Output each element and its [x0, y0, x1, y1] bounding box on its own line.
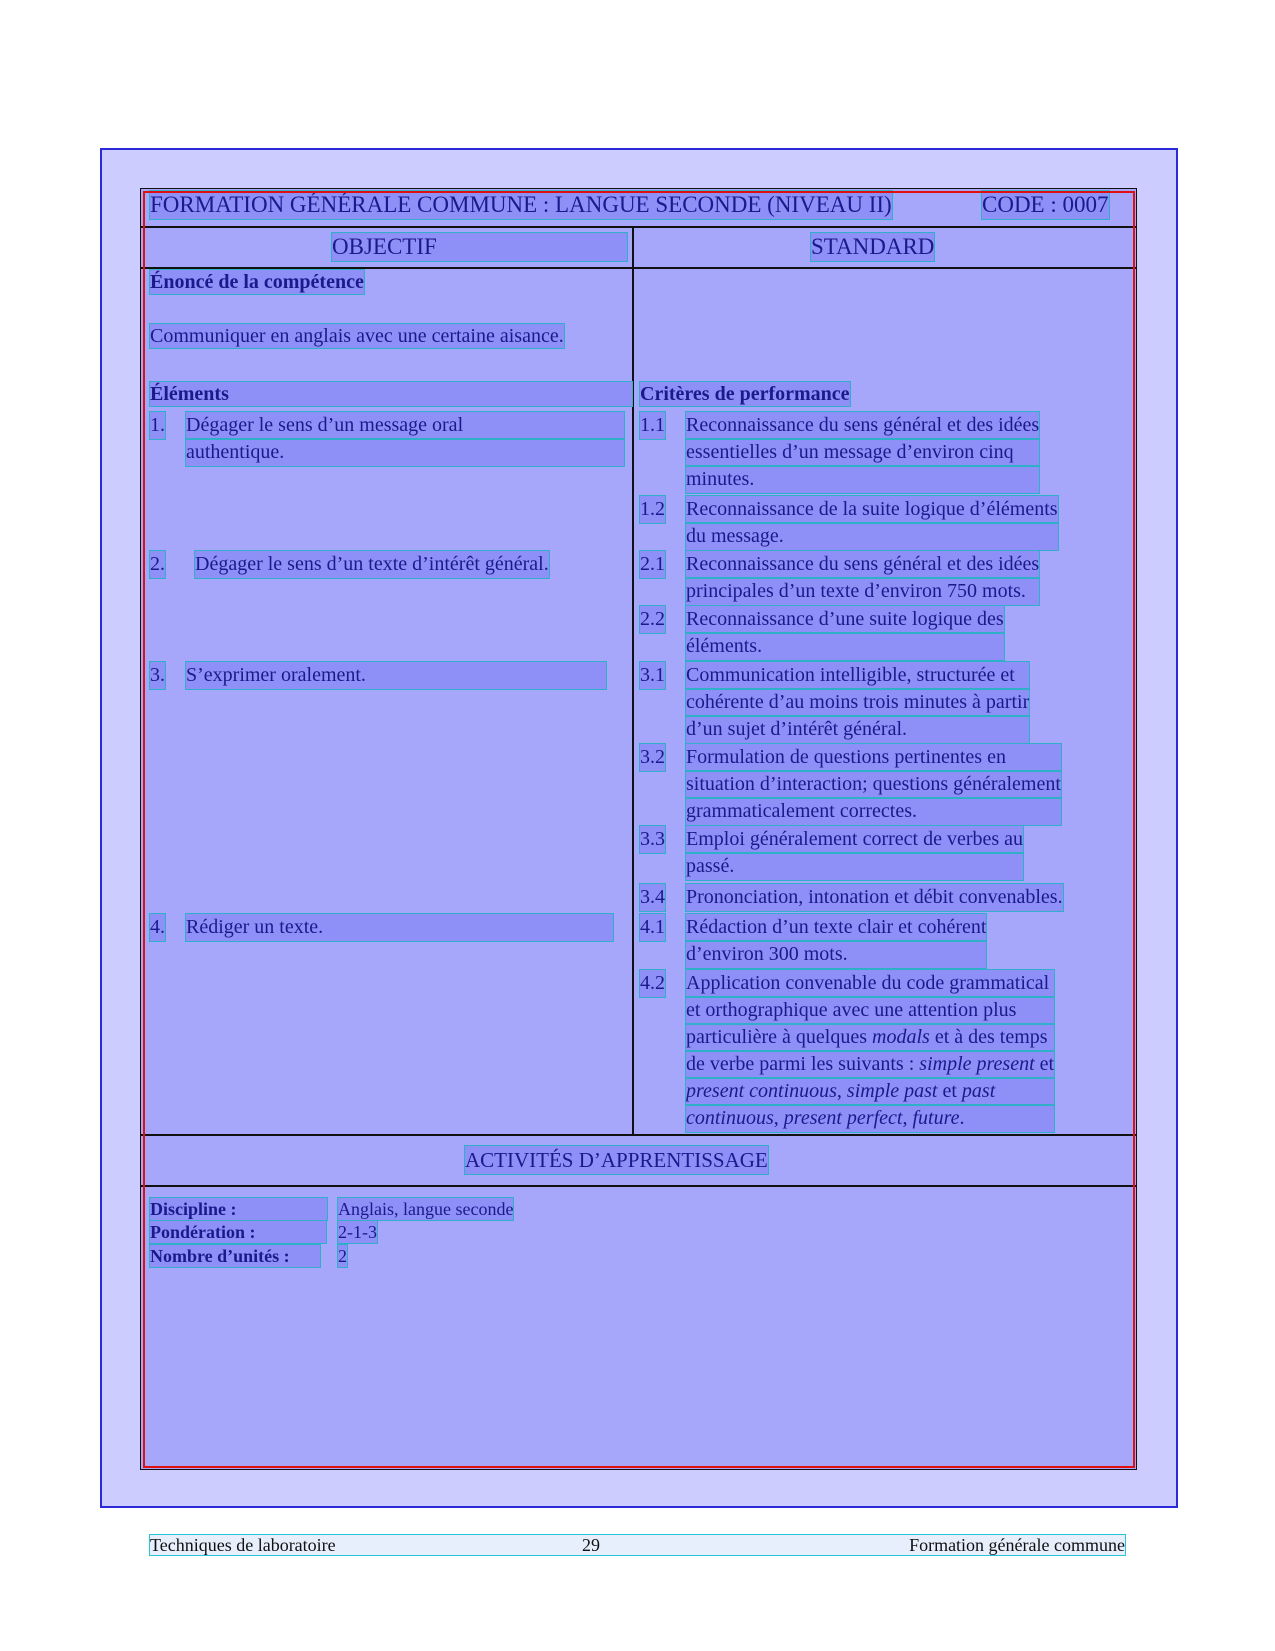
criterion-3-4-number: 3.4 — [640, 884, 665, 911]
header-divider — [140, 226, 1137, 228]
criterion-line: Formulation de questions pertinentes en — [686, 744, 1061, 771]
criterion-line: Rédaction d’un texte clair et cohérent — [686, 914, 986, 941]
criterion-line: present continuous, simple past et past — [686, 1078, 1054, 1105]
element-4-number: 4. — [150, 914, 165, 941]
footer-left: Techniques de laboratoire — [150, 1535, 336, 1555]
element-4-line-1: Rédiger un texte. — [186, 914, 613, 941]
criterion-2-2-number: 2.2 — [640, 606, 665, 633]
activities-bottom-divider — [140, 1185, 1137, 1187]
criterion-4-1-number: 4.1 — [640, 914, 665, 941]
criterion-line: grammaticalement correctes. — [686, 798, 1061, 825]
criterion-2-1-number: 2.1 — [640, 551, 665, 578]
criterion-line: et orthographique avec une attention plus — [686, 997, 1054, 1024]
element-1-number: 1. — [150, 412, 165, 439]
criterion-line: Reconnaissance du sens général et des idées — [686, 551, 1039, 578]
element-2-line-1: Dégager le sens d’un texte d’intérêt général. — [195, 551, 549, 578]
criterion-3-3-number: 3.3 — [640, 826, 665, 853]
objectif-header: OBJECTIF — [332, 233, 627, 261]
criterion-1-1-number: 1.1 — [640, 412, 665, 439]
elements-label: Éléments — [150, 382, 632, 406]
criterion-line: Prononciation, intonation et débit convenables. — [686, 884, 1063, 911]
criterion-line: éléments. — [686, 633, 1004, 660]
criterion-line: situation d’interaction; questions généralement — [686, 771, 1061, 798]
footer-right: Formation générale commune — [909, 1535, 1125, 1555]
criterion-line: de verbe parmi les suivants : simple present et — [686, 1051, 1054, 1078]
column-header-divider — [140, 267, 1137, 269]
activities-top-divider — [140, 1134, 1137, 1136]
criterion-line: passé. — [686, 853, 1023, 880]
criterion-line: Reconnaissance de la suite logique d’éléments — [686, 496, 1058, 523]
page-number: 29 — [582, 1535, 600, 1555]
criterion-line: minutes. — [686, 466, 1039, 493]
discipline-label: Discipline : — [150, 1198, 327, 1220]
criterion-line: du message. — [686, 523, 1058, 550]
criteria-label: Critères de performance — [640, 383, 850, 405]
criterion-line: Reconnaissance du sens général et des idées — [686, 412, 1039, 439]
standard-header: STANDARD — [811, 234, 935, 259]
column-divider — [632, 226, 634, 1134]
criterion-4-2-number: 4.2 — [640, 970, 665, 997]
units-label: Nombre d’unités : — [150, 1245, 320, 1267]
criterion-3-1-number: 3.1 — [640, 662, 665, 689]
element-3-line-1: S’exprimer oralement. — [186, 662, 606, 689]
criterion-line: continuous, present perfect, future. — [686, 1105, 1054, 1132]
units-value: 2 — [338, 1246, 347, 1266]
criterion-1-2-number: 1.2 — [640, 496, 665, 523]
criterion-line: principales d’un texte d’environ 750 mots. — [686, 578, 1039, 605]
criterion-line: d’environ 300 mots. — [686, 941, 986, 968]
element-2-number: 2. — [150, 551, 165, 578]
criterion-line: cohérente d’au moins trois minutes à partir — [686, 689, 1029, 716]
discipline-value: Anglais, langue seconde — [338, 1199, 514, 1219]
competence-text: Communiquer en anglais avec une certaine aisance. — [150, 325, 564, 347]
page-footer — [150, 1535, 1125, 1555]
competence-label: Énoncé de la compétence — [150, 271, 364, 293]
activities-title: ACTIVITÉS D’APPRENTISSAGE — [465, 1148, 768, 1172]
criterion-line: particulière à quelques modals et à des temps — [686, 1024, 1054, 1051]
criterion-3-2-number: 3.2 — [640, 744, 665, 771]
element-1-line-1: Dégager le sens d’un message oral — [186, 412, 624, 439]
criterion-line: Application convenable du code grammatical — [686, 970, 1054, 997]
ponderation-value: 2-1-3 — [338, 1222, 377, 1242]
form-title: FORMATION GÉNÉRALE COMMUNE : LANGUE SECONDE (NIVEAU II) — [150, 192, 892, 217]
criterion-line: Reconnaissance d’une suite logique des — [686, 606, 1004, 633]
criterion-line: Emploi généralement correct de verbes au — [686, 826, 1023, 853]
criterion-line: essentielles d’un message d’environ cinq — [686, 439, 1039, 466]
element-3-number: 3. — [150, 662, 165, 689]
criterion-line: Communication intelligible, structurée et — [686, 662, 1029, 689]
criterion-line: d’un sujet d’intérêt général. — [686, 716, 1029, 743]
ponderation-label: Pondération : — [150, 1221, 326, 1243]
element-1-line-2: authentique. — [186, 439, 624, 466]
form-code: CODE : 0007 — [982, 192, 1109, 217]
